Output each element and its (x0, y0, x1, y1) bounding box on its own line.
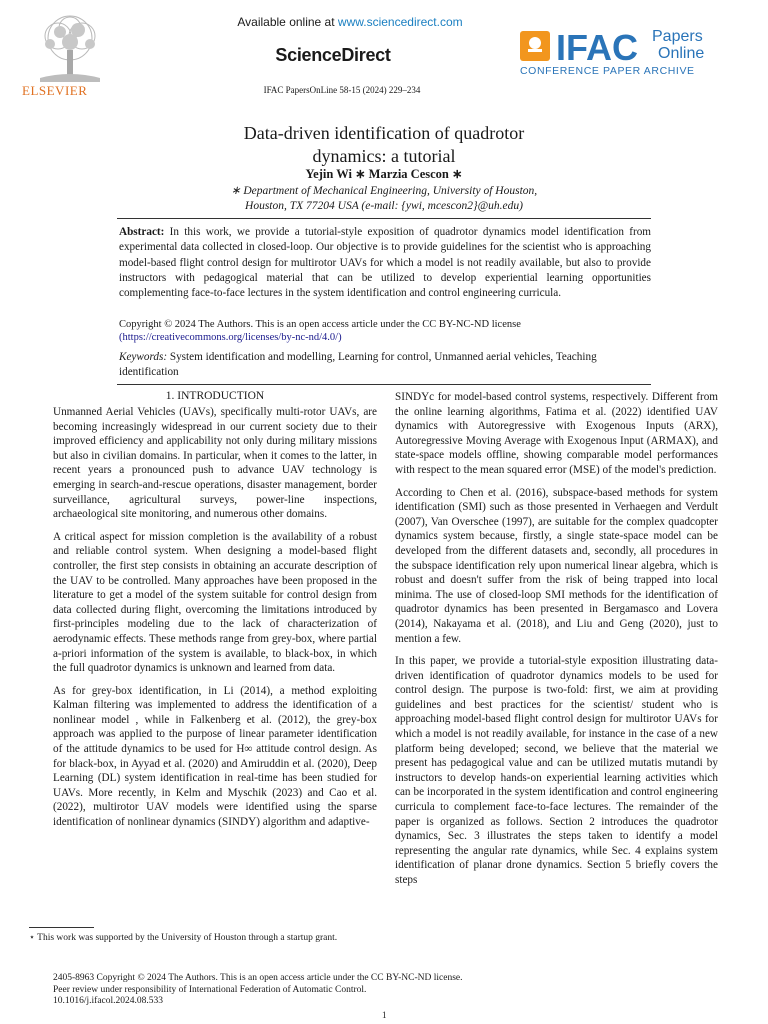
page-number: 1 (382, 1010, 387, 1020)
affiliation (0, 184, 768, 214)
abstract-text: In this work, we provide a tutorial-style exposition of quadrotor dynamics model identification from experimental data collected in closed-loop. Our objective is to provide guidelines for the scientist who is approaching model-based flight control design for multirotor UAVs for which a model is not readily available, but also to provide instructors with pedagogical material that can be utilized to develop experiential learning opportunities complementing face-to-face lectures in the system identification and control engineering curricula. (119, 226, 651, 300)
affiliation-line-1: ∗ Department of Mechanical Engineering, University of Houston, (230, 185, 538, 197)
sciencedirect-link[interactable]: www.sciencedirect.com (337, 15, 463, 29)
section-heading-introduction: 1. INTRODUCTION (165, 390, 265, 402)
available-online-text: Available online at (237, 15, 338, 29)
footnote-rule (29, 927, 94, 928)
journal-reference: IFAC PapersOnLine 58-15 (2024) 229–234 (263, 85, 421, 95)
abstract-top-rule (117, 218, 651, 219)
right-column (395, 390, 718, 896)
keywords (119, 350, 651, 380)
abstract-bottom-rule (117, 384, 651, 385)
paper-title (0, 122, 768, 168)
paragraph: A critical aspect for mission completion is the availability of a robust and reliable control system. When designing a model-based flight controller, the first step consists in obtaining an accurate description of the UAV to be controlled. Many approaches have been proposed in the literature to get a model of the system suitable for control design from data collected during flight, overcoming the limitations introduced by first-principles modeling due to the lack of characterization of aerodynamic effects. These methods range from grey-box, where partial a-priori information of the system is available, to black-box, in which the full quadrotor dynamics is unknown and learned from data. (53, 530, 377, 675)
title-line-2: dynamics: a tutorial (312, 146, 456, 166)
title-line-1: Data-driven identification of quadrotor (243, 123, 525, 143)
copyright-notice (119, 318, 651, 344)
ifac-archive-tagline: CONFERENCE PAPER ARCHIVE (520, 65, 695, 77)
footer-line-1: 2405-8963 Copyright © 2024 The Authors. This is an open access article under the CC BY-NC-ND license. (53, 973, 463, 983)
footer-doi[interactable]: 10.1016/j.ifacol.2024.08.533 (53, 996, 164, 1006)
ifac-online-text: Online (658, 45, 705, 62)
paragraph: As for grey-box identification, in Li (2014), a method exploiting Kalman filtering was implemented to address the identification of a nonlinear model , while in Falkenberg et al. (2012), the grey-box approach was applied to the purpose of linear parameter identification of the attitude dynamics to be used for H∞ attitude control design. As for black-box, in Ayyad et al. (2020) and Amiruddin et al. (2020), Deep Learning (DL) system identification in real-time has been studied for UAVs. More recently, in Kelm and Myschik (2023) and Cao et al. (2022), multirotor UAV models were identified using the sparse identification of nonlinear dynamics (SINDY) algorithm and adaptive- (53, 684, 377, 829)
paragraph: SINDYc for model-based control systems, respectively. Different from the online learning algorithms, Fatima et al. (2022) identified UAV dynamics with Autoregressive with Exogenous Inputs (ARX), Autoregressive Moving Average with Exogenous Input (ARMAX), and state-space models offline, showing comparable model performances with respect to the mean squared error (MSE) of the model's prediction. (395, 391, 718, 476)
keywords-label: Keywords: (119, 351, 168, 363)
paragraph: Unmanned Aerial Vehicles (UAVs), specifically multi-rotor UAVs, are becoming increasingly widespread in our current society due to their improved efficiency and applicability not only during military missions but also in civilian domains. In particular, when it comes to the latter, in recent years a pronounced push to advance UAV technology is emerging in search-and-rescue operations, disaster management, border surveillance, agricultural surveys, power-line inspections, archaeological site monitoring, and numerous other domains. (53, 406, 377, 521)
copyright-text: Copyright © 2024 The Authors. This is an open access article under the CC BY-NC-ND license (119, 319, 521, 330)
paragraph: According to Chen et al. (2016), subspace-based methods for system identification (SMI) such as those presented in Verhaegen and Verdult (2007), Van Overschee (1997), are suitable for the complex quadcopter dynamics system because, firstly, a single state-space model can be developed from the different datasets and, secondly, all procedures in the subspace identification rely upon numerical linear algebra, which is robust and doesn't suffer from the risk of being trapped into local minima. The use of closed-loop SMI methods for the identification of quadrotor dynamics has been presented in Bergamasco and Lovera (2014), Nakayama et al. (2018), and Liu and Geng (2020), just to mention a few. (395, 486, 718, 645)
ifac-papers-text: Papers (652, 28, 703, 45)
sciencedirect-wordmark: ScienceDirect (275, 45, 391, 65)
paragraph: In this paper, we provide a tutorial-style exposition illustrating data-driven identification of quadrotor dynamics models to be used for control design. The purpose is two-fold: first, we aim at providing guidelines and best practices for the scientist/ student who is approaching model-based flight control design for multirotor UAVs for which a model is not readily available, for instance in the case of a new platform being developed; second, we believe that the material we present has pedagogical value and can be utilized mutatis mutandi by instructors to develop hands-on experiential learning activities which can be incorporated in the system identification and control engineering curricula to complement face-to-face lectures. The remainder of the paper is organized as follows. Section 2 introduces the quadrotor dynamics, Sec. 3 illustrates the steps taken to identify a model representing the angular rate dynamics, while Sec. 4 explains system identification of planar drone dynamics. Section 5 briefly covers the steps (395, 655, 718, 886)
affiliation-line-2: Houston, TX 77204 USA (e-mail: {ywi, mcescon2}@uh.edu) (245, 200, 523, 212)
footer-line-2: Peer review under responsibility of International Federation of Automatic Control. (53, 984, 367, 995)
elsevier-wordmark: ELSEVIER (22, 83, 88, 98)
abstract (119, 225, 651, 301)
authors: Yejin Wi ∗ Marzia Cescon ∗ (305, 167, 463, 181)
funding-footnote: ⋆ This work was supported by the University of Houston through a startup grant. (29, 933, 338, 943)
keywords-text: System identification and modelling, Learning for control, Unmanned aerial vehicles, Teaching identification (119, 351, 597, 378)
license-link[interactable]: (https://creativecommons.org/licenses/by-nc-nd/4.0/) (119, 332, 342, 343)
ifac-emblem-icon (518, 25, 718, 65)
footer-copyright (53, 973, 753, 1008)
ifac-text: IFAC (556, 27, 639, 65)
abstract-label: Abstract: (119, 226, 165, 238)
left-column (53, 405, 377, 838)
